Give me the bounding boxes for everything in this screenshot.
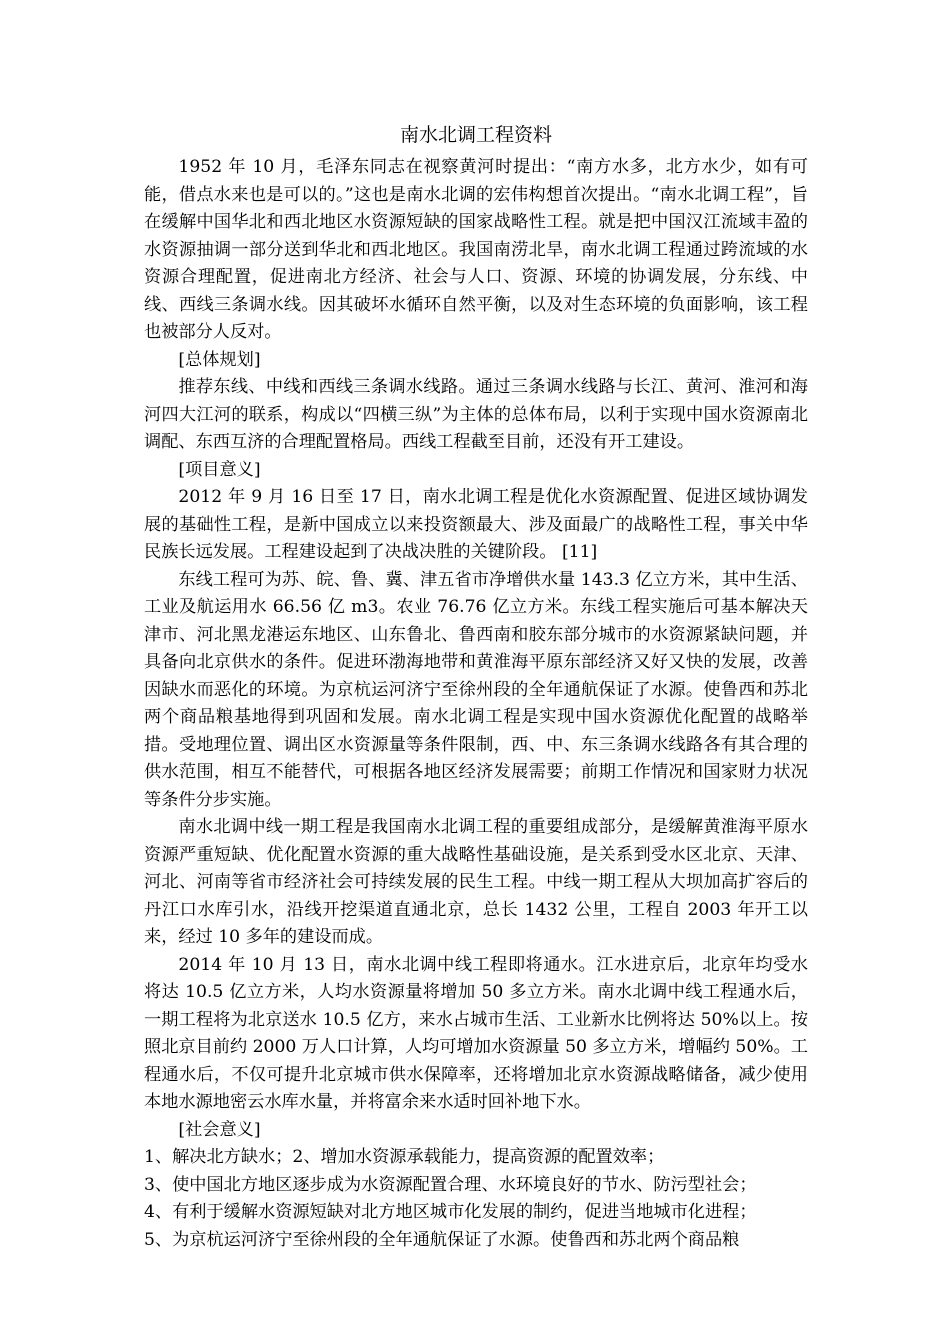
document-title: 南水北调工程资料 — [399, 124, 552, 146]
social-list-item: 3、使中国北方地区逐步成为水资源配置合理、水环境良好的节水、防污型社会； — [144, 1174, 757, 1195]
significance-paragraph-2: 东线工程可为苏、皖、鲁、冀、津五省市净增供水量 143.3 亿立方米，其中生活、工业及航运用水 66.56 亿 m3。农业 76.76 亿立方米。东线工程实施后可基本解决天津市、河北黑龙港运东地区、山东鲁北、鲁西南和胶东部分城市的水资源紧缺问题，并具备向北京供水的条件。促进环渤海地带和黄淮海平原东部经济又好又快的发展，改善因缺水而恶化的环境。为京杭运河济宁至徐州段的全年通航保证了水源。使鲁西和苏北两个商品粮基地得到巩固和发展。南水北调工程是实现中国水资源优化配置的战略举措。受地理位置、调出区水资源量等条件限制，西、中、东三条调水线路各有其合理的供水范围，相互不能替代，可根据各地区经济发展需要；前期工作情况和国家财力状况等条件分步实施。 — [144, 569, 808, 810]
intro-paragraph: 1952 年 10 月，毛泽东同志在视察黄河时提出：“南方水多，北方水少，如有可能，借点水来也是可以的。”这也是南水北调的宏伟构想首次提出。“南水北调工程”，旨在缓解中国华北和西北地区水资源短缺的国家战略性工程。就是把中国汉江流域丰盈的水资源抽调一部分送到华北和西北地区。我国南涝北旱，南水北调工程通过跨流域的水资源合理配置，促进南北方经济、社会与人口、资源、环境的协调发展，分东线、中线、西线三条调水线。因其破坏水循环自然平衡，以及对生态环境的负面影响，该工程也被部分人反对。 — [144, 157, 808, 342]
section-heading-significance: [项目意义] — [178, 459, 261, 480]
significance-paragraph-4: 2014 年 10 月 13 日，南水北调中线工程即将通水。江水进京后，北京年均受水将达 10.5 亿立方米，人均水资源量将增加 50 多立方米。南水北调中线工程通水后，一期工程将为北京送水 10.5 亿方，来水占城市生活、工业新水比例将达 50%以上。按照北京目前约 2000 万人口计算，人均可增加水资源量 50 多立方米，增幅约 50%。工程通水后，不仅可提升北京城市供水保障率，还将增加北京水资源战略储备，减少使用本地水源地密云水库水量，并将富余来水适时回补地下水。 — [144, 954, 808, 1112]
social-list-item: 4、有利于缓解水资源短缺对北方地区城市化发展的制约，促进当地城市化进程； — [144, 1202, 757, 1222]
social-list-item: 1、解决北方缺水；2、增加水资源承载能力，提高资源的配置效率； — [144, 1147, 665, 1167]
significance-paragraph-3: 南水北调中线一期工程是我国南水北调工程的重要组成部分，是缓解黄淮海平原水资源严重短缺、优化配置水资源的重大战略性基础设施，是关系到受水区北京、天津、河北、河南等省市经济社会可持续发展的民生工程。中线一期工程从大坝加高扩容后的丹江口水库引水，沿线开挖渠道直通北京，总长 1432 公里，工程自 2003 年开工以来，经过 10 多年的建设而成。 — [144, 817, 808, 947]
document-page — [144, 118, 808, 1254]
plan-paragraph: 推荐东线、中线和西线三条调水线路。通过三条调水线路与长江、黄河、淮河和海河四大江河的联系，构成以“四横三纵”为主体的总体布局，以利于实现中国水资源南北调配、东西互济的合理配置格局。西线工程截至目前，还没有开工建设。 — [144, 377, 808, 452]
social-list-item: 5、为京杭运河济宁至徐州段的全年通航保证了水源。使鲁西和苏北两个商品粮 — [144, 1229, 740, 1250]
section-heading-plan: [总体规划] — [178, 349, 261, 370]
significance-paragraph-1: 2012 年 9 月 16 日至 17 日，南水北调工程是优化水资源配置、促进区域协调发展的基础性工程，是新中国成立以来投资额最大、涉及面最广的战略性工程，事关中华民族长远发展。工程建设起到了决战决胜的关键阶段。 [11] — [144, 487, 808, 562]
section-heading-social: [社会意义] — [178, 1119, 261, 1140]
